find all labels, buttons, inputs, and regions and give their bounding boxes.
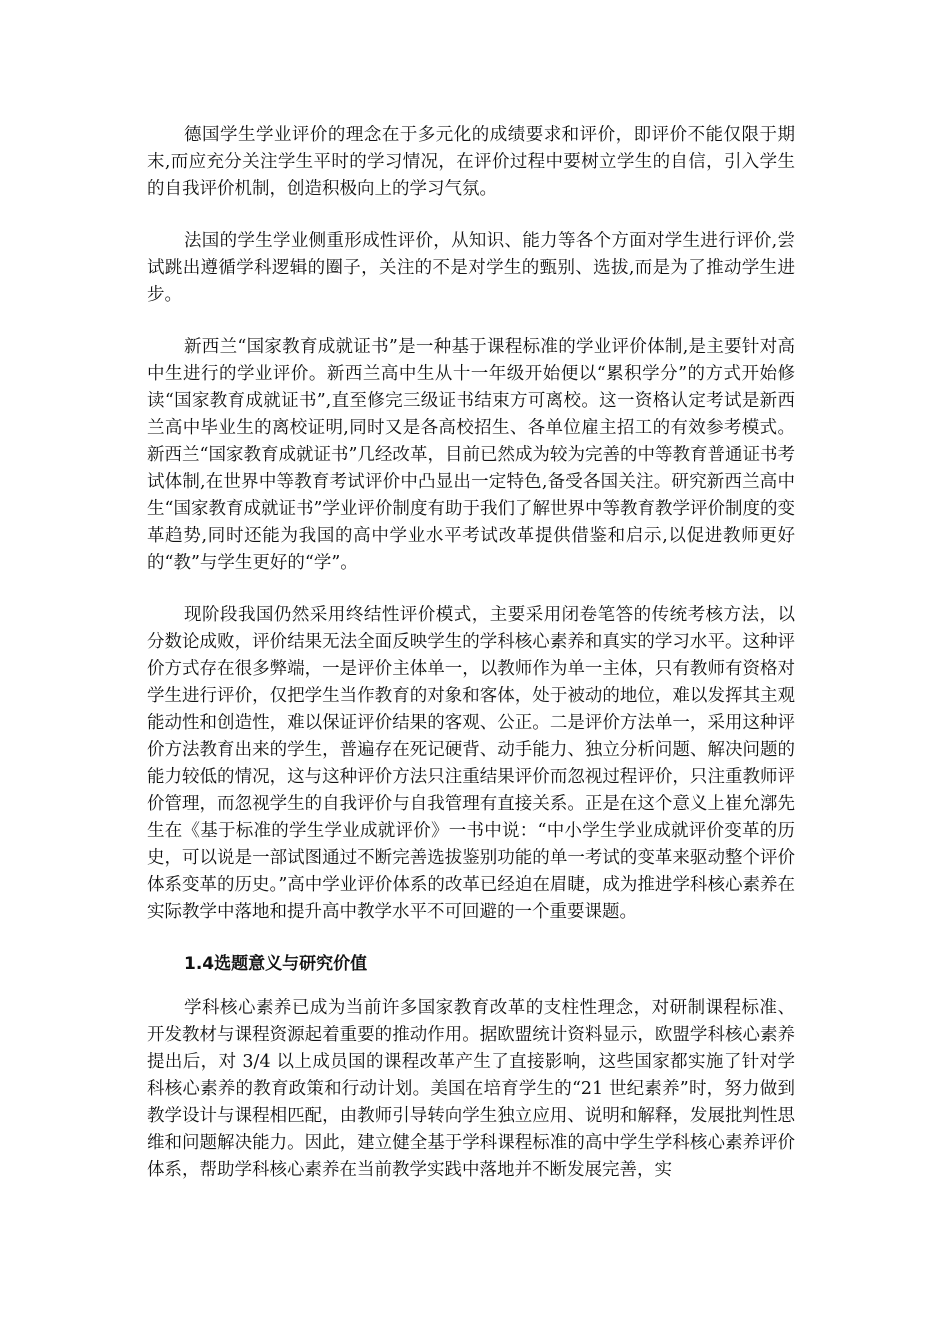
paragraph-germany-evaluation: 德国学生学业评价的理念在于多元化的成绩要求和评价，即评价不能仅限于期末,而应充分关注学生平时的学习情况，在评价过程中要树立学生的自信，引入学生的自我评价机制，创造积极向上的学习气氛。 xyxy=(147,125,795,199)
paragraph-china-current-evaluation: 现阶段我国仍然采用终结性评价模式，主要采用闭卷笔答的传统考核方法，以分数论成败，评价结果无法全面反映学生的学科核心素养和真实的学习水平。这种评价方式存在很多弊端，一是评价主体单一，以教师作为单一主体，只有教师有资格对学生进行评价，仅把学生当作教育的对象和客体，处于被动的地位，难以发挥其主观能动性和创造性，难以保证评价结果的客观、公正。二是评价方法单一，采用这种评价方法教育出来的学生，普遍存在死记硬背、动手能力、独立分析问题、解决问题的能力较低的情况，这与这种评价方法只注重结果评价而忽视过程评价，只注重教师评价管理，而忽视学生的自我评价与自我管理有直接关系。正是在这个意义上崔允漷先生在《基于标准的学生学业成就评价》一书中说：“中小学生学业成就评价变革的历史，可以说是一部试图通过不断完善选拔鉴别功能的单一考试的变革来驱动整个评价体系变革的历史。”高中学业评价体系的改革已经迫在眉睫，成为推进学科核心素养在实际教学中落地和提升高中教学水平不可回避的一个重要课题。 xyxy=(147,605,795,922)
paragraph-research-significance: 学科核心素养已成为当前许多国家教育改革的支柱性理念，对研制课程标准、开发教材与课程资源起着重要的推动作用。据欧盟统计资料显示，欧盟学科核心素养提出后，对 3/4 以上成员国的课程改革产生了直接影响，这些国家都实施了针对学科核心素养的教育政策和行动计划。美国在培育学生的“21 世纪素养”时，努力做到教学设计与课程相匹配，由教师引导转向学生独立应用、说明和解释，发展批判性思维和问题解决能力。因此，建立健全基于学科课程标准的高中学生学科核心素养评价体系，帮助学科核心素养在当前教学实践中落地并不断发展完善，实 xyxy=(147,998,795,1180)
paragraph-france-evaluation: 法国的学生学业侧重形成性评价，从知识、能力等各个方面对学生进行评价,尝试跳出遵循学科逻辑的圈子，关注的不是对学生的甄别、选拔,而是为了推动学生进步。 xyxy=(147,231,795,305)
document-body xyxy=(147,122,795,1209)
paragraph-new-zealand-ncea: 新西兰“国家教育成就证书”是一种基于课程标准的学业评价体制,是主要针对高中生进行的学业评价。新西兰高中生从十一年级开始便以“累积学分”的方式开始修读“国家教育成就证书”,直至修完三级证书结束方可离校。这一资格认定考试是新西兰高中毕业生的离校证明,同时又是各高校招生、各单位雇主招工的有效参考模式。新西兰“国家教育成就证书”几经改革，目前已然成为较为完善的中等教育普通证书考试体制,在世界中等教育考试评价中凸显出一定特色,备受各国关注。研究新西兰高中生“国家教育成就证书”学业评价制度有助于我们了解世界中等教育教学评价制度的变革趋势,同时还能为我国的高中学业水平考试改革提供借鉴和启示,以促进教师更好的“教”与学生更好的“学”。 xyxy=(147,337,795,573)
section-heading: 1.4选题意义与研究价值 xyxy=(184,954,368,974)
